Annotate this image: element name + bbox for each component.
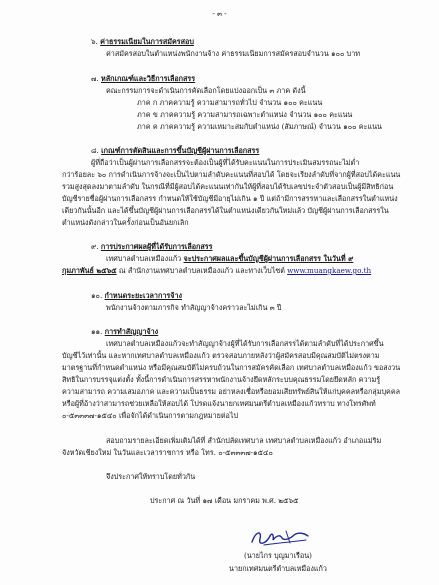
contact-line: จังหวัดเชียงใหม่ ในวันและเวลาราชการ หรือ โทร. ๐-๕๓๓๓๗-๑๕๔๐ [62,448,273,457]
section-8-title: เกณฑ์การตัดสินและการขึ้นบัญชีผู้ผ่านการเลือกสรร [101,146,260,155]
section-6-body: ค่าสมัครสอบในตำแหน่งพนักงานจ้าง ค่าธรรมเนียมการสมัครสอบจำนวน ๑๐๐ บาท [106,49,360,58]
section-9-date-month: กุมภาพันธ์ ๒๕๖๕ [62,266,117,275]
section-7-item: ภาค ก ภาคความรู้ ความสามารถทั่วไป จำนวน ๑๐๐ คะแนน [137,98,323,107]
section-8-line: กว่าร้อยละ ๖๐ การดำเนินการจ้างจะเป็นไปตามลำดับคะแนนที่สอบได้ โดยจะเรียงลำดับที่จากผู้ที่สอบได้คะแนน [62,170,401,179]
section-6-heading [91,36,194,47]
section-9-org: เทศบาลตำบลเหมืองแก้ว [106,254,184,263]
section-8-line: บัญชีรายชื่อผู้ผ่านการเลือกสรร กำหนดให้ใช้บัญชีมีอายุไม่เกิน ๑ ปี แต่ถ้ามีการสรรหาและเลือกสรรในตำแหน่ง [62,194,398,203]
section-7-title: หลักเกณฑ์และวิธีการเลือกสรร [101,74,196,83]
section-11-line: สิทธิในการบรรจุแต่งตั้ง ทั้งนี้การดำเนินการสรรหาพนักงานจ้างยึดหลักระบบคุณธรรมโดยยึดหลัก ความรู้ [62,375,381,384]
section-9-number: ๙. [91,242,99,251]
section-10-body: พนักงานจ้างตามภารกิจ ทำสัญญาจ้างคราวละไม่เกิน ๓ ปี [106,303,282,312]
website-link[interactable]: www.muangkaew.go.th [287,266,372,275]
section-9-announce-date: จะประกาศผลและขึ้นบัญชีผู้ผ่านการเลือกสรร ในวันที่ ๙ [183,254,354,263]
section-11-line: บัญชีไว้เท่านั้น และหากเทศบาลตำบลเหมืองแก้ว ตรวจสอบภายหลังว่าผู้สมัครสอบมีคุณสมบัติไม่ตรงตาม [62,351,380,360]
section-11-line: มาตรฐานที่กำหนดตำแหน่ง หรือมีคุณสมบัติไม่ครบถ้วนในการสมัครคัดเลือก เทศบาลตำบลเหมืองแก้ว ขอสงวน [62,363,401,372]
section-7-number: ๗. [91,74,99,83]
section-8-line: ผู้ที่ถือว่าเป็นผู้ผ่านการเลือกสรรจะต้องเป็นผู้ที่ได้รับคะแนนในการประเมินสมรรถนะไม่ต่ำ [91,158,360,167]
section-8-line: ตำแหน่งดังกล่าวในครั้งก่อนเป็นอันยกเลิก [62,218,189,227]
section-7-item: ภาค ค ภาคความรู้ ความเหมาะสมกับตำแหน่ง (สัมภาษณ์) จำนวน ๑๐๐ คะแนน [137,122,382,131]
signature-image [246,527,316,549]
signer-title: นายกเทศมนตรีตำบลเหมืองแก้ว [229,564,327,573]
section-9-location: ณ สำนักงานเทศบาลตำบลเหมืองแก้ว และทางเว็บไซต์ [116,266,288,275]
section-10-heading [91,290,182,301]
section-7-heading [91,73,195,84]
section-9-title: การประกาศผลผู้ที่ได้รับการเลือกสรร [100,242,213,251]
section-7-item: ภาค ข ภาคความรู้ ความสามารถเฉพาะตำแหน่ง จำนวน ๑๐๐ คะแนน [137,110,353,119]
section-11-heading [91,326,158,337]
section-9-heading [91,241,213,252]
signer-name: (นายไกร บุญมาเรือน) [244,551,312,560]
contact-line: สอบถามรายละเอียดเพิ่มเติมได้ที่ สำนักปลัดเทศบาล เทศบาลตำบลเหมืองแก้ว อำเภอแม่ริม [106,436,382,445]
section-11-line: ความสามารถ ความเสมอภาค และความเป็นธรรม อย่าหลงเชื่อหรือยอมเสียทรัพย์สินให้แก่บุคคลหรือกลุ่มบุคคล [62,387,401,396]
section-9-line-2 [62,265,371,276]
section-10-title: กำหนดระยะเวลาการจ้าง [104,291,182,300]
section-6-title: ค่าธรรมเนียมในการสมัครสอบ [100,37,194,46]
announcement-date: ประกาศ ณ วันที่ ๑๗ เดือน มกราคม พ.ศ. ๒๕๖๕ [150,496,299,505]
section-11-title: การทำสัญญาจ้าง [104,327,159,336]
section-11-line: เทศบาลตำบลเหมืองแก้วจะทำสัญญาจ้างผู้ที่ได้รับการเลือกสรรได้ตามลำดับที่ได้ประกาศขึ้น [106,339,384,348]
page-number: - ๓ - [212,9,227,18]
section-8-line: รวมสูงสุดลงมาตามลำดับ ในกรณีที่มีผู้สอบได้คะแนนเท่ากันให้ผู้ที่สอบได้รับเลขประจำตัวสอบเป็นผู้มีสิทธิก่อน [62,182,394,191]
section-8-number: ๘. [91,146,99,155]
section-11-line: หรือผู้ที่อ้างว่าสามารถช่วยเหลือให้สอบได้ โปรดแจ้งนายกเทศมนตรีตำบลเหมืองแก้วทราบ ทางโทรศัพท์ [62,399,376,408]
section-7-intro: คณะกรรมการจะดำเนินการคัดเลือกโดยแบ่งออกเป็น ๓ ภาค ดังนี้ [106,86,306,95]
section-10-number: ๑๐. [91,291,103,300]
announcement-closing: จึงประกาศให้ทราบโดยทั่วกัน [106,472,196,481]
section-6-number: ๖. [91,37,98,46]
section-8-line: เดียวกันนั้นอีก และได้ขึ้นบัญชีผู้ผ่านการเลือกสรรได้ในตำแหน่งเดียวกันใหม่แล้ว บัญชีผู้ผ่านการเลือกสรรใน [62,206,389,215]
section-11-line: ๐-๕๓๓๓๗-๑๕๔๐ เพื่อจักได้ดำเนินการตามกฎหมายต่อไป [62,411,239,420]
section-9-line-1 [106,253,353,264]
section-8-heading [91,145,259,156]
section-11-number: ๑๑. [91,327,103,336]
